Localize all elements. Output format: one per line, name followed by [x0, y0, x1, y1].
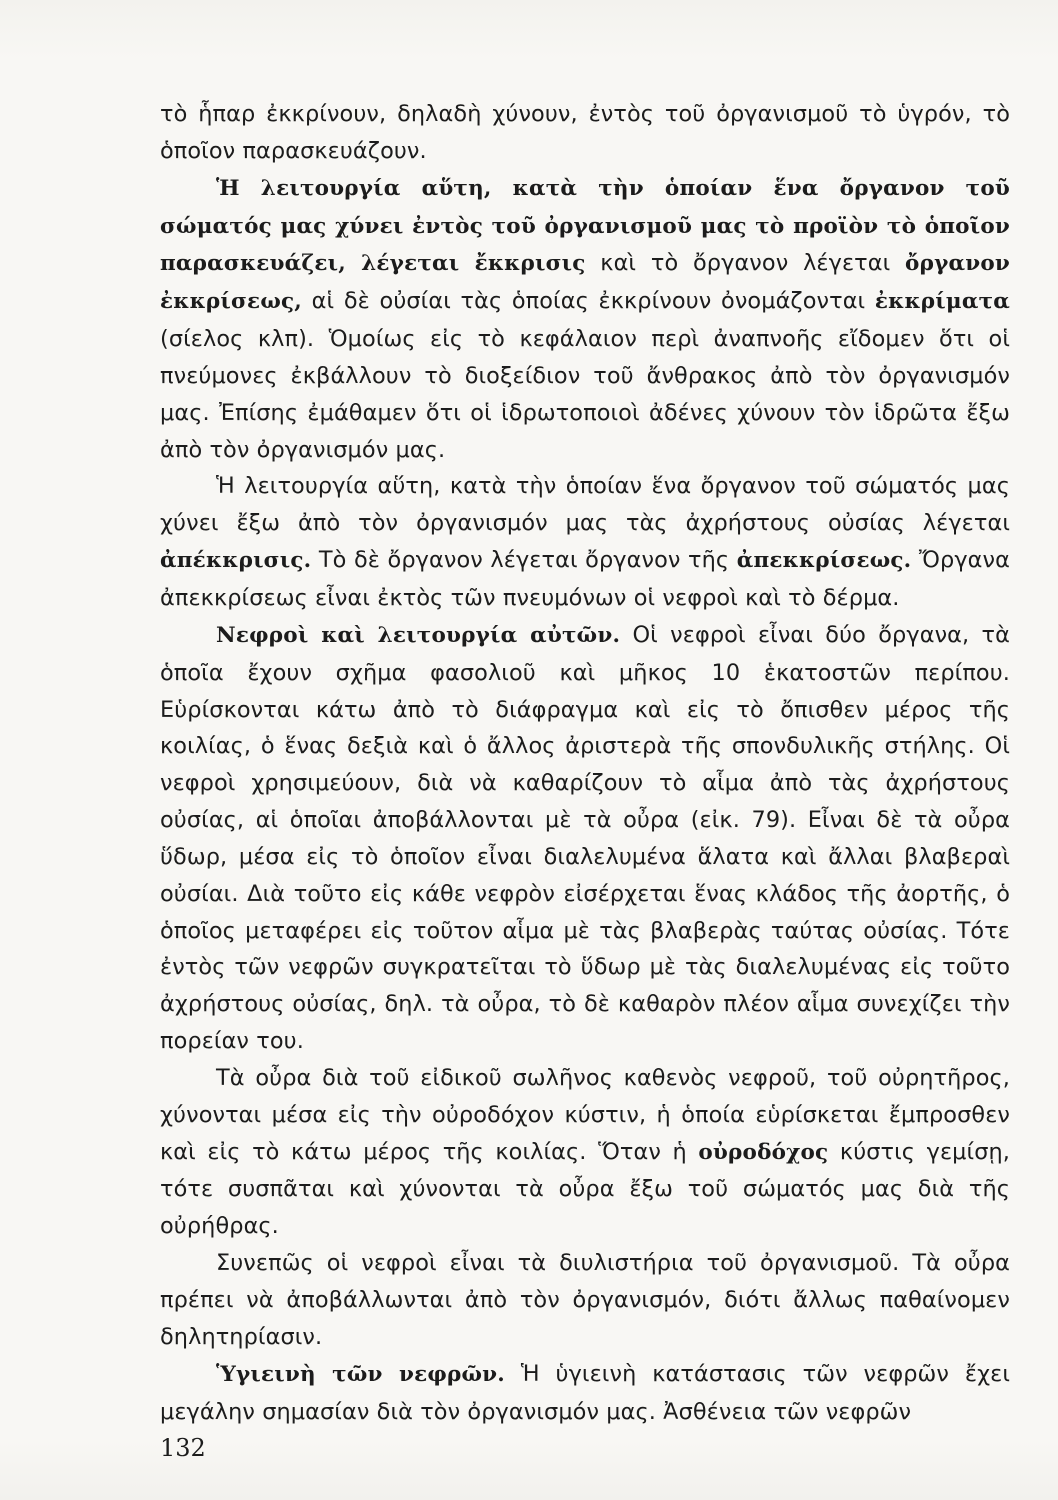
bold-definition-excretion: Ἡ λειτουργία αὕτη, κατὰ τὴν ὁποίαν ἕνα ὄργανον τοῦ σώματός μας χύνει ἐντὸς τοῦ ὀργανισμοῦ μας τὸ προϊὸν τὸ ὁποῖον παρασκευάζει, λέγεται ἔκκρισις: [160, 175, 1010, 277]
paragraph-7: [160, 1356, 1010, 1431]
text-span: καὶ τὸ ὄργανον λέγεται: [585, 250, 906, 277]
paragraph-2: [160, 170, 1010, 469]
paragraph-3: [160, 468, 1010, 616]
text-span: (σίελος κλπ). Ὁμοίως εἰς τὸ κεφάλαιον περὶ ἀναπνοῆς εἴδομεν ὅτι οἱ πνεύμονες ἐκβάλλουν τὸ διοξείδιον τοῦ ἄνθρακος ἀπὸ τὸν ὀργανισμόν μας. Ἐπίσης ἐμάθαμεν ὅτι οἱ ἱδρωτοποιοὶ ἀδένες χύνουν τὸν ἱδρῶτα ἔξω ἀπὸ τὸν ὀργανισμόν μας.: [160, 326, 1010, 463]
text-span: Συνεπῶς οἱ νεφροὶ εἶναι τὰ διυλιστήρια τοῦ ὀργανισμοῦ. Τὰ οὖρα πρέπει νὰ ἀποβάλλωνται ἀπὸ τὸν ὀργανισμόν, διότι ἄλλως παθαίνομεν δηλητηρίασιν.: [160, 1250, 1010, 1350]
text-span: Οἱ νεφροὶ εἶναι δύο ὄργανα, τὰ ὁποῖα ἔχουν σχῆμα φασολιοῦ καὶ μῆκος 10 ἑκατοστῶν περίπου. Εὑρίσκονται κάτω ἀπὸ τὸ διάφραγμα καὶ εἰς τὸ ὄπισθεν μέρος τῆς κοιλίας, ὁ ἕνας δεξιὰ καὶ ὁ ἄλλος ἀριστερὰ τῆς σπονδυλικῆς στήλης. Οἱ νεφροὶ χρησιμεύουν, διὰ νὰ καθαρίζουν τὸ αἷμα ἀπὸ τὰς ἀχρήστους οὐσίας, αἱ ὁποῖαι ἀποβάλλονται μὲ τὰ οὖρα (εἰκ. 79). Εἶναι δὲ τὰ οὖρα ὕδωρ, μέσα εἰς τὸ ὁποῖον εἶναι διαλελυμένα ἅλατα καὶ ἄλλαι βλαβεραὶ οὐσίαι. Διὰ τοῦτο εἰς κάθε νεφρὸν εἰσέρχεται ἕνας κλάδος τῆς ἀορτῆς, ὁ ὁποῖος μεταφέρει εἰς τοῦτον αἷμα μὲ τὰς βλαβερὰς ταύτας οὐσίας. Τότε ἐντὸς τῶν νεφρῶν συγκρατεῖται τὸ ὕδωρ μὲ τὰς διαλελυμένας εἰς τοῦτο ἀχρήστους οὐσίας, δηλ. τὰ οὖρα, τὸ δὲ καθαρὸν πλέον αἷμα συνεχίζει τὴν πορείαν του.: [160, 621, 1010, 1055]
paragraph-6: [160, 1245, 1010, 1356]
body-text: [160, 96, 1010, 1430]
text-span: Ἡ ὑγιεινὴ κατάστασις τῶν νεφρῶν ἔχει μεγάλην σημασίαν διὰ τὸν ὀργανισμόν μας. Ἀσθένεια τῶν νεφρῶν: [160, 1360, 1010, 1425]
section-heading-kidneys: Νεφροὶ καὶ λειτουργία αὐτῶν.: [216, 622, 621, 648]
bold-term-apekkriseos: ἀπεκκρίσεως.: [736, 548, 912, 574]
bold-term-apekkrisis: ἀπέκκρισις.: [160, 548, 312, 574]
text-span: κύστις γεμίσῃ, τότε συσπᾶται καὶ χύνονται τὰ οὖρα ἔξω τοῦ σώματός μας διὰ τῆς οὐρήθρας.: [160, 1138, 1010, 1240]
text-span: Τὸ δὲ ὄργανον λέγεται ὄργανον τῆς: [311, 547, 737, 574]
bold-term-secretions: ἐκκρίματα: [874, 289, 1010, 315]
section-heading-kidney-hygiene: Ὑγιεινὴ τῶν νεφρῶν.: [216, 1361, 505, 1387]
text-span: Ἡ λειτουργία αὕτη, κατὰ τὴν ὁποίαν ἕνα ὄργανον τοῦ σώματός μας χύνει ἔξω ἀπὸ τὸν ὀργανισμόν μας τὰς ἀχρήστους οὐσίας λέγεται: [160, 473, 1010, 537]
paragraph-5: [160, 1060, 1010, 1245]
bold-term-bladder: οὐροδόχος: [698, 1139, 829, 1165]
text-span: Τὰ οὖρα διὰ τοῦ εἰδικοῦ σωλῆνος καθενὸς νεφροῦ, τοῦ οὐρητῆρος, χύνονται μέσα εἰς τὴν οὐροδόχον κύστιν, ἡ ὁποία εὑρίσκεται ἔμπροσθεν καὶ εἰς τὸ κάτω μέρος τῆς κοιλίας. Ὅταν ἡ: [160, 1064, 1010, 1165]
paragraph-1: [160, 96, 1010, 170]
text-span: Ὄργανα ἀπεκκρίσεως εἶναι ἐκτὸς τῶν πνευμόνων οἱ νεφροὶ καὶ τὸ δέρμα.: [160, 547, 1011, 611]
text-span: αἱ δὲ οὐσίαι τὰς ὁποίας ἐκκρίνουν ὀνομάζονται: [301, 288, 875, 315]
text-span: τὸ ἧπαρ ἐκκρίνουν, δηλαδὴ χύνουν, ἐντὸς τοῦ ὀργανισμοῦ τὸ ὑγρόν, τὸ ὁποῖον παρασκευάζουν.: [160, 101, 1010, 164]
page-number: 132: [160, 1434, 206, 1462]
bold-term-organ-of-excretion: ὄργανον ἐκκρίσεως,: [160, 251, 1010, 315]
paragraph-4: [160, 617, 1010, 1060]
